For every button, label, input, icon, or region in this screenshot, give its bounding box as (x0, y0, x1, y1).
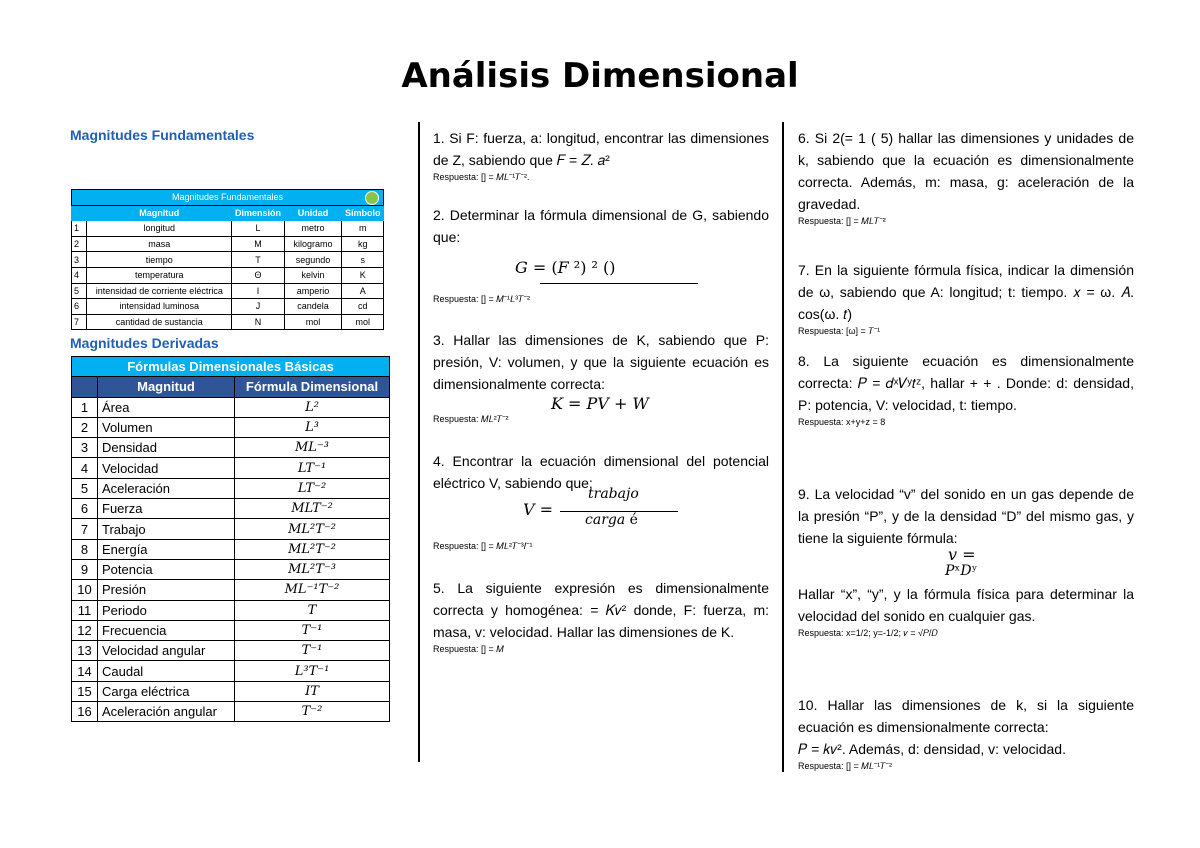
equation-9-den: 𝑃ˣ𝐷ʸ (945, 563, 978, 579)
table-cell-formula: ML²T⁻² (235, 519, 390, 539)
problem-3: 3. Hallar las dimensiones de K, sabiendo que P: presión, V: volumen, y que la siguiente ecuación es dimensionalmente correcta: (433, 332, 769, 392)
table-cell-n: 1 (72, 397, 98, 417)
table-cell-dim: M (232, 236, 284, 252)
table-cell-formula: LT⁻¹ (235, 458, 390, 478)
table-cell-magnitud: Caudal (98, 661, 235, 681)
answer: Respuesta: [] = 𝑀𝐿⁻¹𝑇⁻². (433, 172, 530, 182)
table-cell-n: 10 (72, 580, 98, 600)
table-row (72, 236, 384, 252)
table-cell-formula: ML²T⁻³ (235, 559, 390, 579)
problem-1: 1. Si F: fuerza, a: longitud, encontrar las dimensiones de Z, sabiendo que 𝐹 = 𝑍. 𝑎² Respuesta: [] = 𝑀𝐿⁻¹𝑇⁻². (433, 130, 769, 182)
table-cell-n: 6 (72, 499, 98, 519)
table-row (72, 519, 390, 539)
equation-9: 𝑣 = (948, 545, 976, 564)
table-row (72, 283, 384, 299)
table-row (72, 458, 390, 478)
table-cell-simbolo: mol (342, 314, 384, 330)
table-cell-formula: T⁻¹ (235, 620, 390, 640)
table-cell-magnitud: Densidad (98, 438, 235, 458)
table-cell-n: 11 (72, 600, 98, 620)
table-row (72, 620, 390, 640)
table-cell-formula: T⁻¹ (235, 641, 390, 661)
table-row (72, 600, 390, 620)
table-cell-magnitud: longitud (87, 221, 232, 237)
table-cell-magnitud: Aceleración (98, 478, 235, 498)
table-cell-n: 3 (72, 438, 98, 458)
derivadas-heading: Magnitudes Derivadas (70, 335, 219, 351)
column-divider (782, 122, 784, 772)
column-divider (418, 122, 420, 762)
derivadas-table-title: Fórmulas Dimensionales Básicas (72, 357, 390, 377)
table-cell-unidad: metro (284, 221, 342, 237)
table-cell-magnitud: Presión (98, 580, 235, 600)
table-cell-formula: T⁻² (235, 702, 390, 722)
table-cell-formula: L³T⁻¹ (235, 661, 390, 681)
table-header-cell: Fórmula Dimensional (235, 377, 390, 397)
table-header-cell: Unidad (284, 205, 342, 221)
table-cell-formula: L³ (235, 417, 390, 437)
problem-5: 5. La siguiente expresión es dimensionalmente correcta y homogénea: = 𝐾𝑣² donde, F: fuerza, m: masa, v: velocidad. Hallar las dimensiones de K. Respuesta: [] = 𝑀 (433, 580, 769, 654)
answer: Respuesta: [ω] = 𝑇⁻¹ (798, 326, 881, 336)
table-cell-magnitud: temperatura (87, 267, 232, 283)
table-header-cell (72, 377, 98, 397)
table-cell-formula: L² (235, 397, 390, 417)
table-cell-magnitud: intensidad de corriente eléctrica (87, 283, 232, 299)
table-cell-magnitud: Frecuencia (98, 620, 235, 640)
table-row (72, 702, 390, 722)
table-cell-dim: N (232, 314, 284, 330)
table-header-cell: Magnitud (87, 205, 232, 221)
table-cell-magnitud: Volumen (98, 417, 235, 437)
table-cell-n: 2 (72, 236, 87, 252)
table-cell-n: 4 (72, 458, 98, 478)
table-row (72, 559, 390, 579)
problem-2: 2. Determinar la fórmula dimensional de G, sabiendo que: (433, 207, 769, 245)
table-cell-unidad: amperio (284, 283, 342, 299)
table-cell-dim: Θ (232, 267, 284, 283)
problem-8: 8. La siguiente ecuación es dimensionalmente correcta: 𝑃 = 𝑑ˣ𝑉ʸ𝑡ᶻ, hallar + + . Donde: d: densidad, P: potencia, V: velocidad, t: tiempo. Respuesta: x+y+z = 8 (798, 353, 1134, 427)
table-cell-unidad: mol (284, 314, 342, 330)
equation-4-left: 𝑉 = (523, 500, 554, 519)
fundamentales-table (71, 189, 384, 330)
table-cell-n: 13 (72, 641, 98, 661)
table-cell-magnitud: Carga eléctrica (98, 681, 235, 701)
table-cell-magnitud: Área (98, 397, 235, 417)
table-cell-n: 1 (72, 221, 87, 237)
table-row (72, 661, 390, 681)
table-cell-formula: IT (235, 681, 390, 701)
answer: Respuesta: [] = 𝑀𝐿⁻¹𝑇⁻² (798, 761, 892, 771)
problem-9-cont: Hallar “x”, “y”, y la fórmula física para determinar la velocidad del sonido en cualquier gas. Respuesta: x=1/2; y=-1/2; 𝑣 = √𝑃/𝐷 (798, 586, 1134, 638)
table-row (72, 267, 384, 283)
table-cell-n: 5 (72, 283, 87, 299)
equation-4-denominator: 𝑐𝑎𝑟𝑔𝑎 é (585, 512, 638, 528)
table-cell-n: 2 (72, 417, 98, 437)
table-cell-simbolo: s (342, 252, 384, 268)
table-row (72, 299, 384, 315)
answer: Respuesta: [] = 𝑀⁻¹𝐿³𝑇⁻² (433, 294, 530, 304)
table-cell-unidad: segundo (284, 252, 342, 268)
table-header-cell: Símbolo (342, 205, 384, 221)
table-cell-unidad: candela (284, 299, 342, 315)
table-row (72, 417, 390, 437)
table-cell-magnitud: Fuerza (98, 499, 235, 519)
derivadas-table (71, 356, 390, 722)
table-cell-magnitud: Potencia (98, 559, 235, 579)
table-cell-magnitud: Trabajo (98, 519, 235, 539)
problem-9: 9. La velocidad “v” del sonido en un gas depende de la presión “P”, y de la densidad “D” del mismo gas, y tiene la siguiente fórmula: (798, 486, 1134, 546)
answer-2-wrap (433, 293, 769, 305)
table-cell-magnitud: masa (87, 236, 232, 252)
table-cell-n: 12 (72, 620, 98, 640)
table-row (72, 478, 390, 498)
table-row (72, 252, 384, 268)
page-title: Análisis Dimensional (401, 56, 799, 96)
problem-10: 10. Hallar las dimensiones de k, si la siguiente ecuación es dimensionalmente correcta: 𝑃 = 𝑘𝑣². Además, d: densidad, v: velocidad. Respuesta: [] = 𝑀𝐿⁻¹𝑇⁻² (798, 697, 1134, 771)
table-header-cell (72, 205, 87, 221)
answer: Respuesta: [] = 𝑀 (433, 644, 504, 654)
table-cell-n: 7 (72, 519, 98, 539)
equation-4-numerator: 𝑡𝑟𝑎𝑏𝑎𝑗𝑜 (588, 486, 639, 502)
table-cell-dim: J (232, 299, 284, 315)
answer: Respuesta: 𝑀𝐿²𝑇⁻² (433, 414, 509, 424)
table-cell-n: 9 (72, 559, 98, 579)
problem-7: 7. En la siguiente fórmula física, indicar la dimensión de ω, sabiendo que A: longitud; t: tiempo. 𝑥 = ω. 𝐴. cos(ω. 𝑡) Respuesta: [ω] = 𝑇⁻¹ (798, 262, 1134, 336)
table-cell-formula: MLT⁻² (235, 499, 390, 519)
table-cell-formula: ML²T⁻² (235, 539, 390, 559)
table-cell-formula: ML⁻¹T⁻² (235, 580, 390, 600)
table-cell-n: 15 (72, 681, 98, 701)
table-cell-formula: ML⁻³ (235, 438, 390, 458)
equation-10: 𝑃 = 𝑘𝑣². Además, d: densidad, v: velocidad. (798, 741, 1066, 757)
table-cell-n: 16 (72, 702, 98, 722)
table-cell-magnitud: intensidad luminosa (87, 299, 232, 315)
table-cell-n: 14 (72, 661, 98, 681)
answer: Respuesta: [] = 𝑀𝐿𝑇⁻² (798, 216, 886, 226)
equation-2: 𝐺 = (𝐹 ²) ² () (515, 258, 616, 277)
logo-icon (365, 191, 379, 205)
table-cell-simbolo: K (342, 267, 384, 283)
table-row (72, 641, 390, 661)
table-cell-n: 7 (72, 314, 87, 330)
table-row (72, 681, 390, 701)
table-cell-magnitud: tiempo (87, 252, 232, 268)
table-row (72, 221, 384, 237)
table-header-cell: Dimensión (232, 205, 284, 221)
table-row (72, 539, 390, 559)
answer-4-wrap (433, 540, 769, 552)
table-cell-formula: LT⁻² (235, 478, 390, 498)
equation-3: 𝐾 = 𝑃𝑉 + 𝑊 (551, 394, 649, 413)
table-row (72, 499, 390, 519)
table-cell-dim: T (232, 252, 284, 268)
table-cell-magnitud: Aceleración angular (98, 702, 235, 722)
table-cell-n: 8 (72, 539, 98, 559)
table-cell-n: 3 (72, 252, 87, 268)
table-row (72, 438, 390, 458)
table-row (72, 580, 390, 600)
table-cell-magnitud: Energía (98, 539, 235, 559)
table-cell-simbolo: kg (342, 236, 384, 252)
table-cell-simbolo: A (342, 283, 384, 299)
table-cell-magnitud: Velocidad angular (98, 641, 235, 661)
table-row (72, 397, 390, 417)
table-cell-n: 6 (72, 299, 87, 315)
table-cell-dim: I (232, 283, 284, 299)
fundamentales-heading: Magnitudes Fundamentales (70, 127, 255, 143)
problem-6: 6. Si 2(= 1 ( 5) hallar las dimensiones y unidades de k, sabiendo que la ecuación es dimensionalmente correcta. Además, m: masa, g: aceleración de la gravedad. Respuesta: [] = 𝑀𝐿𝑇⁻² (798, 130, 1134, 226)
answer-3-wrap (433, 413, 769, 425)
problem-4: 4. Encontrar la ecuación dimensional del potencial eléctrico V, sabiendo que: (433, 453, 769, 491)
fundamentales-table-title: Magnitudes Fundamentales (72, 190, 384, 206)
table-cell-formula: T (235, 600, 390, 620)
table-row (72, 314, 384, 330)
table-cell-unidad: kilogramo (284, 236, 342, 252)
table-cell-n: 4 (72, 267, 87, 283)
answer: Respuesta: [] = 𝑀𝐿²𝑇⁻³𝐼⁻¹ (433, 541, 533, 551)
answer: Respuesta: x+y+z = 8 (798, 417, 886, 427)
table-cell-dim: L (232, 221, 284, 237)
fraction-bar (540, 283, 698, 284)
table-cell-unidad: kelvin (284, 267, 342, 283)
table-cell-simbolo: m (342, 221, 384, 237)
table-cell-simbolo: cd (342, 299, 384, 315)
answer: Respuesta: x=1/2; y=-1/2; 𝑣 = √𝑃/𝐷 (798, 628, 938, 638)
table-cell-magnitud: Periodo (98, 600, 235, 620)
table-header-cell: Magnitud (98, 377, 235, 397)
table-cell-magnitud: cantidad de sustancia (87, 314, 232, 330)
table-cell-n: 5 (72, 478, 98, 498)
table-cell-magnitud: Velocidad (98, 458, 235, 478)
